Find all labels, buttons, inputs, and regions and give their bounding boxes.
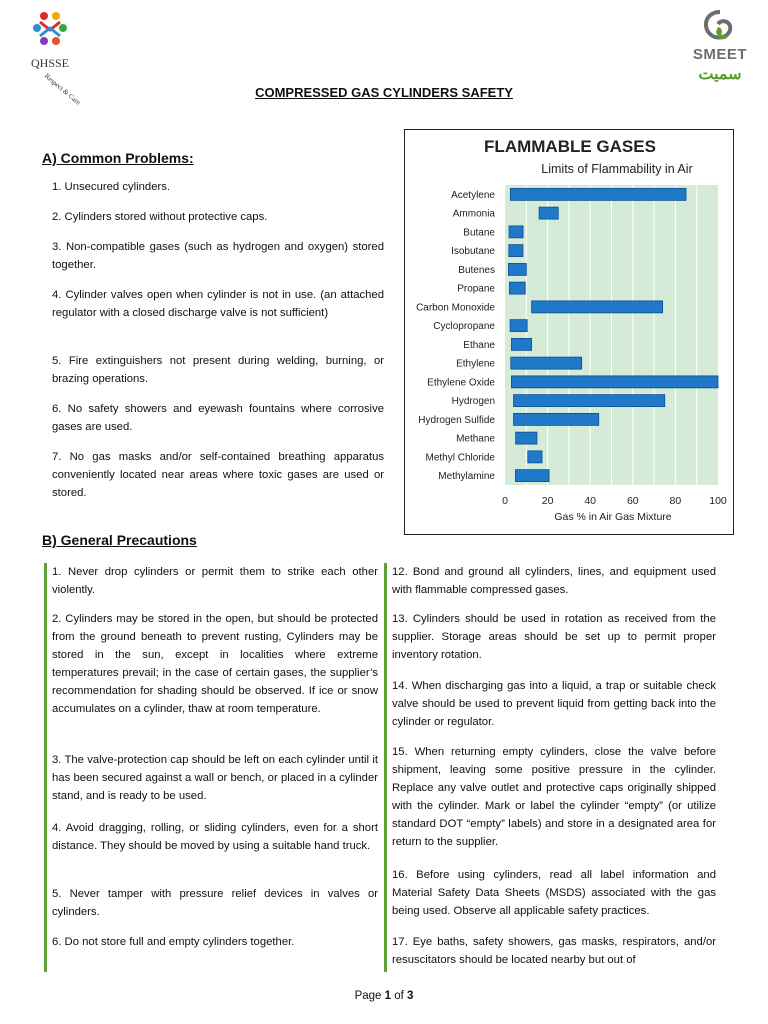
- flammable-gases-chart: [404, 129, 734, 535]
- chart-category-label: Carbon Monoxide: [416, 302, 495, 314]
- chart-bar: [515, 470, 549, 482]
- smeet-swirl-icon: [686, 8, 754, 46]
- chart-category-label: Isobutane: [451, 246, 495, 258]
- chart-bar: [539, 207, 558, 219]
- chart-bar: [510, 320, 527, 332]
- chart-x-axis-label: Gas % in Air Gas Mixture: [554, 511, 672, 523]
- chart-bar: [514, 395, 665, 407]
- right-column-rule: [384, 563, 387, 972]
- precaution-item: 5. Never tamper with pressure relief devices in valves or cylinders.: [52, 888, 378, 918]
- chart-category-label: Methane: [456, 433, 495, 445]
- precaution-item: 3. The valve-protection cap should be left on each cylinder until it has been secured against a wall or bench, or placed in a cylinder stand, and is ready to be used.: [52, 754, 378, 802]
- footer-total-pages: 3: [407, 990, 414, 1002]
- chart-category-label: Ethylene Oxide: [427, 377, 495, 389]
- chart-category-label: Ethane: [463, 339, 495, 351]
- precaution-item: 4. Avoid dragging, rolling, or sliding cylinders, even for a short distance. They should be moved by using a suitable hand truck.: [52, 822, 378, 852]
- chart-x-tick-label: 0: [502, 495, 508, 507]
- chart-category-labels: [416, 190, 495, 482]
- chart-x-tick-label: 60: [626, 495, 639, 507]
- chart-category-label: Ammonia: [452, 208, 495, 220]
- precaution-item: 14. When discharging gas into a liquid, a trap or suitable check valve should be used to prevent liquid from getting back into the cylinder or regulator.: [392, 680, 716, 728]
- page-footer: [0, 990, 768, 1002]
- chart-bar: [516, 432, 537, 444]
- problem-item: 5. Fire extinguishers not present during welding, burning, or brazing operations.: [52, 355, 384, 385]
- qhsse-logo-tagline: Respect & Care: [42, 72, 82, 107]
- chart-bar: [510, 188, 686, 200]
- chart-category-label: Propane: [457, 283, 495, 295]
- precaution-item: 15. When returning empty cylinders, close the valve before shipment, leaving some positive pressure in the cylinder. Replace any valve outlet and protective caps originally shipped with the cylinder. Mark or label the cylinder “empty” (or utilize standard DOT “empty” labels) and store in a designated area for return to the supplier.: [392, 746, 716, 848]
- chart-bar: [509, 226, 523, 238]
- chart-category-label: Hydrogen: [451, 396, 495, 408]
- chart-category-label: Hydrogen Sulfide: [418, 414, 495, 426]
- chart-category-label: Ethylene: [456, 358, 495, 370]
- precaution-item: 16. Before using cylinders, read all label information and Material Safety Data Sheets (MSDS) associated with the gas being used. Observe all applicable safety practices.: [392, 869, 716, 917]
- chart-category-label: Methylamine: [438, 471, 495, 483]
- chart-canvas: [405, 130, 732, 533]
- chart-category-label: Acetylene: [451, 189, 495, 201]
- footer-current-page: 1: [384, 990, 392, 1002]
- chart-bar: [509, 245, 523, 257]
- chart-title: FLAMMABLE GASES: [484, 137, 656, 156]
- footer-page-word: Page: [354, 990, 382, 1002]
- smeet-logo: [686, 8, 754, 92]
- precaution-item: 6. Do not store full and empty cylinders together.: [52, 936, 295, 948]
- chart-x-tick-label: 100: [709, 495, 727, 507]
- chart-x-tick-label: 20: [541, 495, 554, 507]
- precaution-item: 2. Cylinders may be stored in the open, but should be protected from the ground beneath to prevent rusting, Cylinders may be stored in the sun, except in localities where extreme temperatures prevail; in the case of certain gases, the supplier’s recommendation for shading should be observed. If ice or snow accumulates on a cylinder, thaw at room temperature.: [52, 613, 378, 715]
- chart-x-ticks: [502, 495, 727, 507]
- precaution-item: 17. Eye baths, safety showers, gas masks, respirators, and/or resuscitators should be located nearby but out of: [392, 936, 716, 966]
- problem-item: 1. Unsecured cylinders.: [52, 181, 171, 193]
- qhsse-logo-text: QHSSE: [30, 56, 69, 70]
- document-title: COMPRESSED GAS CYLINDERS SAFETY: [255, 85, 513, 100]
- chart-plot-area: [505, 185, 718, 485]
- problem-item: 4. Cylinder valves open when cylinder is not in use. (an attached regulator with a closed discharge valve is not sufficient): [52, 289, 384, 319]
- chart-bar: [532, 301, 663, 313]
- chart-bar: [509, 282, 525, 294]
- chart-subtitle: Limits of Flammability in Air: [541, 162, 693, 176]
- precaution-item: 12. Bond and ground all cylinders, lines, and equipment used with flammable compressed gases.: [392, 566, 716, 596]
- chart-bar: [508, 263, 526, 275]
- footer-of-word: of: [394, 990, 404, 1002]
- chart-bar: [511, 357, 582, 369]
- qhsse-people-icon: [22, 8, 82, 56]
- left-column-rule: [44, 563, 47, 972]
- chart-category-label: Butane: [463, 227, 495, 239]
- problem-item: 2. Cylinders stored without protective caps.: [52, 211, 268, 223]
- problem-item: 6. No safety showers and eyewash fountains where corrosive gases are used.: [52, 403, 384, 433]
- chart-bar: [528, 451, 542, 463]
- chart-category-label: Cyclopropane: [433, 321, 495, 333]
- chart-category-label: Butenes: [458, 264, 495, 276]
- chart-bar: [514, 413, 599, 425]
- precaution-item: 13. Cylinders should be used in rotation as received from the supplier. Storage areas should be set up to permit proper inventory rotation.: [392, 613, 716, 661]
- section-b-heading: B) General Precautions: [42, 532, 197, 548]
- chart-x-tick-label: 40: [584, 495, 597, 507]
- problem-item: 7. No gas masks and/or self-contained breathing apparatus conveniently located near areas where toxic gases are used or stored.: [52, 451, 384, 499]
- precaution-item: 1. Never drop cylinders or permit them to strike each other violently.: [52, 566, 378, 596]
- chart-category-label: Methyl Chloride: [425, 452, 495, 464]
- section-a-heading: A) Common Problems:: [42, 150, 194, 166]
- chart-bar: [511, 376, 718, 388]
- smeet-logo-arabic: سميت: [698, 66, 742, 83]
- qhsse-logo: [22, 8, 82, 107]
- problem-item: 3. Non-compatible gases (such as hydrogen and oxygen) stored together.: [52, 241, 384, 271]
- smeet-logo-text: SMEET: [692, 46, 748, 63]
- chart-x-tick-label: 80: [669, 495, 682, 507]
- chart-bar: [511, 338, 531, 350]
